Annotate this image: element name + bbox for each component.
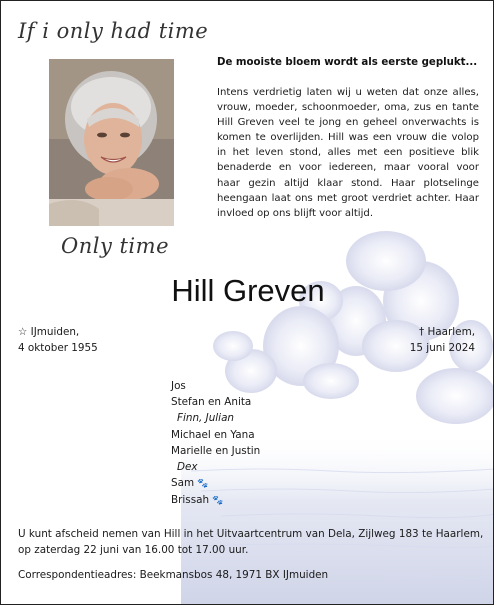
family-member: Stefan en Anita bbox=[171, 396, 252, 409]
birth-info bbox=[18, 324, 98, 356]
star-icon: ☆ bbox=[18, 326, 28, 338]
death-info bbox=[410, 324, 475, 356]
script-quote-bottom: Only time bbox=[61, 234, 169, 258]
deceased-name: Hill Greven bbox=[171, 273, 325, 308]
family-pet bbox=[171, 492, 260, 509]
birth-place: IJmuiden, bbox=[30, 326, 80, 338]
family-member: Jos bbox=[171, 380, 186, 392]
birth-date: 4 oktober 1955 bbox=[18, 342, 98, 354]
family-member-grandchildren: Finn, Julian bbox=[177, 412, 235, 425]
correspondence-address: Correspondentieadres: Beekmansbos 48, 1971 BX IJmuiden bbox=[18, 569, 329, 581]
paw-icon: 🐾 bbox=[212, 496, 224, 507]
family-member: Michael en Yana bbox=[171, 428, 255, 441]
family-pet bbox=[171, 475, 260, 492]
family-member: Marielle en Justin bbox=[171, 444, 261, 457]
death-place: Haarlem, bbox=[427, 326, 475, 338]
family-list bbox=[171, 378, 260, 510]
paw-icon: 🐾 bbox=[197, 479, 209, 490]
family-member-grandchildren: Dex bbox=[177, 461, 198, 474]
death-date: 15 juni 2024 bbox=[409, 342, 475, 354]
cross-icon: † bbox=[418, 326, 425, 338]
farewell-info: U kunt afscheid nemen van Hill in het Uitvaartcentrum van Dela, Zijlweg 183 te Haarlem, op zaterdag 22 juni van 16.00 tot 17.00 uur. bbox=[18, 528, 484, 557]
portrait-photo bbox=[49, 59, 174, 226]
pet-name: Brissah bbox=[171, 494, 210, 507]
notice-body-text: Intens verdrietig laten wij u weten dat onze alles, vrouw, moeder, schoonmoeder, oma, zus en tante Hill Greven veel te jong en geheel onverwachts is komen te overlijden. Hill was een vrouw die volop in het leven stond, alles met een positieve blik benaderde en voor iedereen, maar vooral voor haar gezin altijd klaar stond. Haar plotselinge heengaan laat ons met groot verdriet achter. Haar invloed op ons blijft voor altijd. bbox=[217, 87, 479, 219]
script-quote-top: If i only had time bbox=[18, 19, 209, 43]
notice-headline: De mooiste bloem wordt als eerste geplukt... bbox=[217, 57, 478, 68]
pet-name: Sam bbox=[171, 477, 195, 490]
